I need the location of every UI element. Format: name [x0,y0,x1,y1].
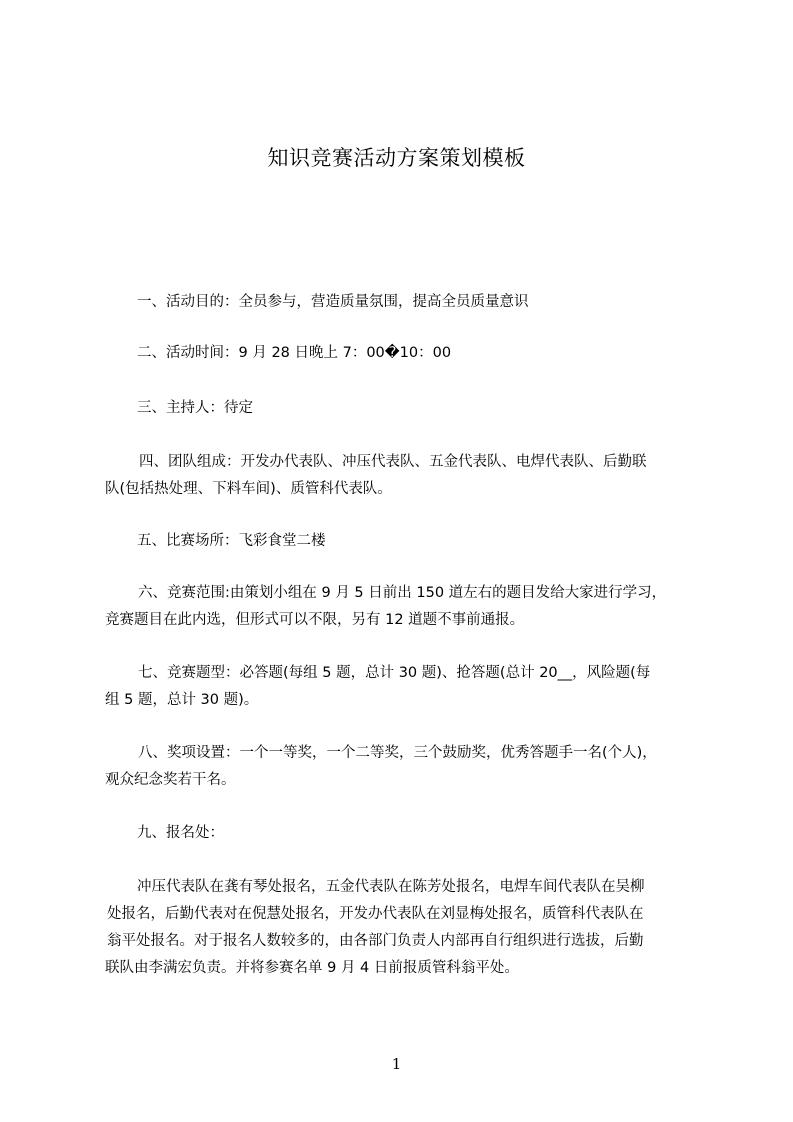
section-scope-line-2: 竞赛题目在此内选，但形式可以不限，另有 12 道题不事前通报。 [105,612,525,628]
registration-line-1: 冲压代表队在龚有琴处报名，五金代表队在陈芳处报名，电焊车间代表队在吴柳 [137,879,645,895]
section-host: 三、主持人：待定 [137,400,253,416]
section-question-types-line-2: 组 5 题，总计 30 题)。 [105,692,259,708]
section-awards-line-2: 观众纪念奖若干名。 [105,772,236,788]
section-time: 二、活动时间：9 月 28 日晚上 7：00�10：00 [137,345,452,361]
section-purpose: 一、活动目的：全员参与，营造质量氛围，提高全员质量意识 [137,294,529,310]
section-registration-heading: 九、报名处： [137,825,224,841]
section-question-types-line-1: 七、竞赛题型：必答题(每组 5 题，总计 30 题)、抢答题(总计 20__，风险题(每 [138,665,651,681]
page-number: 1 [391,1055,402,1073]
section-teams-line-2: 队(包括热处理、下料车间)、质管科代表队。 [105,481,392,497]
registration-line-4: 联队由李满宏负责。并将参赛名单 9 月 4 日前报质管科翁平处。 [105,960,519,976]
section-venue: 五、比赛场所：飞彩食堂二楼 [137,533,326,549]
section-awards-line-1: 八、奖项设置：一个一等奖，一个二等奖，三个鼓励奖，优秀答题手一名(个人)， [138,745,657,761]
document-title: 知识竞赛活动方案策划模板 [267,146,526,170]
registration-line-2: 处报名，后勤代表对在倪慧处报名，开发办代表队在刘显梅处报名，质管科代表队在 [107,906,644,922]
registration-line-3: 翁平处报名。对于报名人数较多的，由各部门负责人内部再自行组织进行选拔，后勤 [107,933,644,949]
section-scope-line-1: 六、竞赛范围:由策划小组在 9 月 5 日前出 150 道左右的题目发给大家进行学习， [138,585,667,601]
section-teams-line-1: 四、团队组成：开发办代表队、冲压代表队、五金代表队、电焊代表队、后勤联 [139,454,647,470]
